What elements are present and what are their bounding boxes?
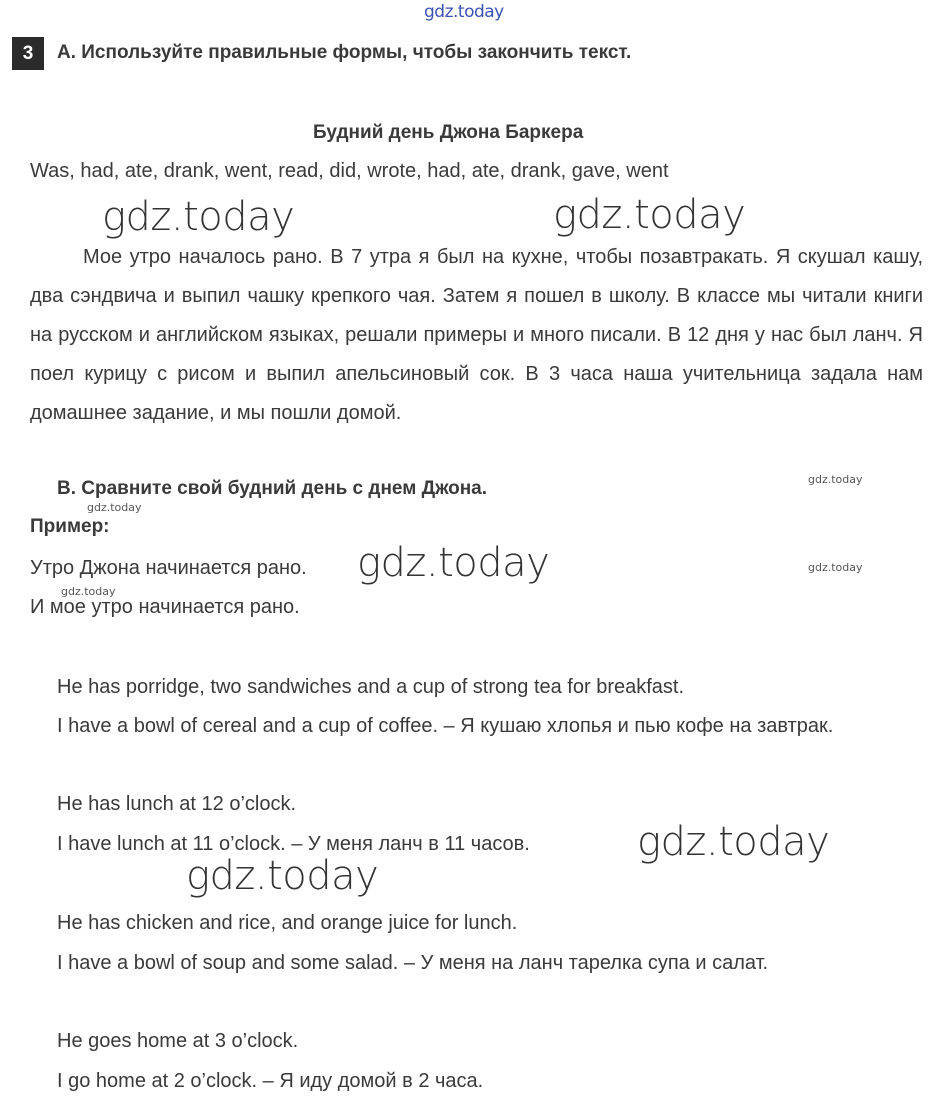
text-title: Будний день Джона Баркера — [313, 122, 584, 143]
comparison-john: He has chicken and rice, and orange juice for lunch. — [57, 912, 518, 934]
watermark: gdz.today — [186, 853, 379, 899]
task-a-heading: A. Используйте правильные формы, чтобы закончить текст. — [57, 42, 632, 63]
watermark-top: gdz.today — [424, 2, 504, 22]
comparison-me: I go home at 2 o’clock. – Я иду домой в 2 часа. — [57, 1070, 484, 1092]
exercise-number: 3 — [12, 37, 44, 70]
watermark: gdz.today — [87, 501, 142, 514]
word-bank: Was, had, ate, drank, went, read, did, wrote, had, ate, drank, gave, went — [30, 160, 669, 182]
example-line: Утро Джона начинается рано. — [30, 557, 307, 579]
comparison-me: I have a bowl of soup and some salad. – У меня на ланч тарелка супа и салат. — [57, 952, 769, 974]
comparison-john: He has lunch at 12 o’clock. — [57, 793, 297, 815]
comparison-john: He has porridge, two sandwiches and a cup of strong tea for breakfast. — [57, 676, 685, 698]
watermark: gdz.today — [61, 585, 116, 598]
watermark: gdz.today — [808, 561, 863, 574]
story-paragraph: Мое утро началось рано. В 7 утра я был на кухне, чтобы позавтракать. Я скушал кашу, два сэндвича и выпил чашку крепкого чая. Затем я пошел в школу. В классе мы читали книги на русском и английском языках, решали примеры и много писали. В 12 дня у нас был ланч. Я поел курицу с рисом и выпил апельсиновый сок. В 3 часа наша учительница задала нам домашнее задание, и мы пошли домой. — [30, 246, 923, 424]
comparison-me: I have lunch at 11 o’clock. – У меня ланч в 11 часов. — [57, 833, 530, 855]
watermark: gdz.today — [357, 540, 550, 586]
task-b-heading: B. Сравните свой будний день с днем Джона. — [57, 478, 488, 499]
example-line: И мое утро начинается рано. — [30, 596, 300, 618]
comparison-me: I have a bowl of cereal and a cup of coffee. – Я кушаю хлопья и пью кофе на завтрак. — [57, 715, 834, 737]
watermark: gdz.today — [553, 192, 746, 238]
watermark: gdz.today — [102, 194, 295, 240]
example-label: Пример: — [30, 516, 110, 537]
comparison-john: He goes home at 3 o’clock. — [57, 1030, 299, 1052]
watermark: gdz.today — [808, 473, 863, 486]
watermark: gdz.today — [637, 819, 830, 865]
